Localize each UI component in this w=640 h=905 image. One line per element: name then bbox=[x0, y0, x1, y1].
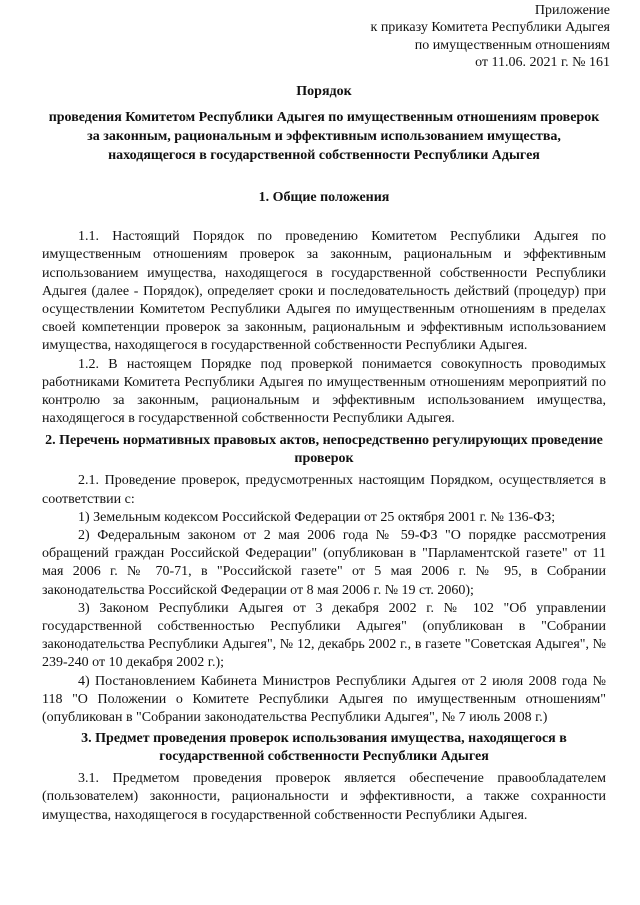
list-item: 3) Законом Республики Адыгея от 3 декабря 2002 г. № 102 "Об управлении государственной собственностью Республики Адыгея" (опубликован в "Собрании законодательства Республики Адыгея", № 12, декабрь 2002 г., в газете "Советская Адыгея", № 239-240 от 10 декабря 2002 г.); bbox=[42, 600, 606, 671]
appendix-line-3: по имущественным отношениям bbox=[414, 37, 610, 53]
list-item: 2) Федеральным законом от 2 мая 2006 года № 59-ФЗ "О порядке рассмотрения обращений граждан Российской Федерации" (опубликован в "Парламентской газете" от 11 мая 2006 г. № 70-71, в "Российской газете" от 5 мая 2006 г. № 95, в Собрании законодательства Российской Федерации от 8 мая 2006 г. № 19 ст. 2060); bbox=[42, 528, 606, 598]
section-1-heading: 1. Общие положения bbox=[258, 190, 390, 206]
section-1-paragraph-2: 1.2. В настоящем Порядке под проверкой понимается совокупность проводимых работниками Комитета Республики Адыгея по имущественным отношениям мероприятий по контролю за законным, рациональным и эффективным использованием имущества, находящегося в государственной собственности Республики Адыгея. bbox=[42, 356, 606, 427]
section-3-heading: 3. Предмет проведения проверок использования имущества, находящегося в государственной собственности Республики Адыгея bbox=[81, 731, 567, 765]
document-subtitle: проведения Комитетом Республики Адыгея по имущественным отношениям проверок за законным, рациональным и эффективным использованием имущества, находящегося в государственной собственности Республики Адыгея bbox=[48, 110, 600, 164]
section-2-heading: 2. Перечень нормативных правовых актов, непосредственно регулирующих проведение проверок bbox=[45, 433, 603, 467]
section-1-paragraph-1: 1.1. Настоящий Порядок по проведению Комитетом Республики Адыгея по имущественным отношениям проверок за законным, рациональным и эффективным использованием имущества, находящегося в государственной собственности Республики Адыгея (далее - Порядок), определяет сроки и последовательность действий (процедур) при осуществлении Комитетом Республики Адыгея по имущественным отношениям в пределах своей компетенции проверок за законным, рациональным и эффективным использованием имущества, находящегося в государственной собственности Республики Адыгея. bbox=[42, 229, 606, 354]
appendix-line-1: Приложение bbox=[534, 3, 610, 18]
section-3-paragraph-1: 3.1. Предметом проведения проверок является обеспечение правообладателем (пользователем) законности, рациональности и эффективности, а также сохранности имущества, находящегося в государственной собственности Республики Адыгея. bbox=[42, 771, 606, 823]
section-2-paragraph-1: 2.1. Проведение проверок, предусмотренных настоящим Порядком, осуществляется в соответствии с: bbox=[42, 473, 606, 507]
list-item: 1) Земельным кодексом Российской Федерации от 25 октября 2001 г. № 136-ФЗ; bbox=[78, 509, 556, 525]
appendix-header bbox=[42, 0, 610, 71]
appendix-line-2: к приказу Комитета Республики Адыгея bbox=[370, 20, 610, 36]
list-item: 4) Постановлением Кабинета Министров Республики Адыгея от 2 июля 2008 года № 118 "О Положении о Комитете Республики Адыгея по имущественным отношениям" (опубликован в "Собрании законодательства Республики Адыгея", № 7 июль 2008 г.) bbox=[42, 673, 606, 726]
document-title: Порядок bbox=[296, 84, 352, 100]
appendix-line-4: от 11.06. 2021 г. № 161 bbox=[475, 54, 610, 70]
